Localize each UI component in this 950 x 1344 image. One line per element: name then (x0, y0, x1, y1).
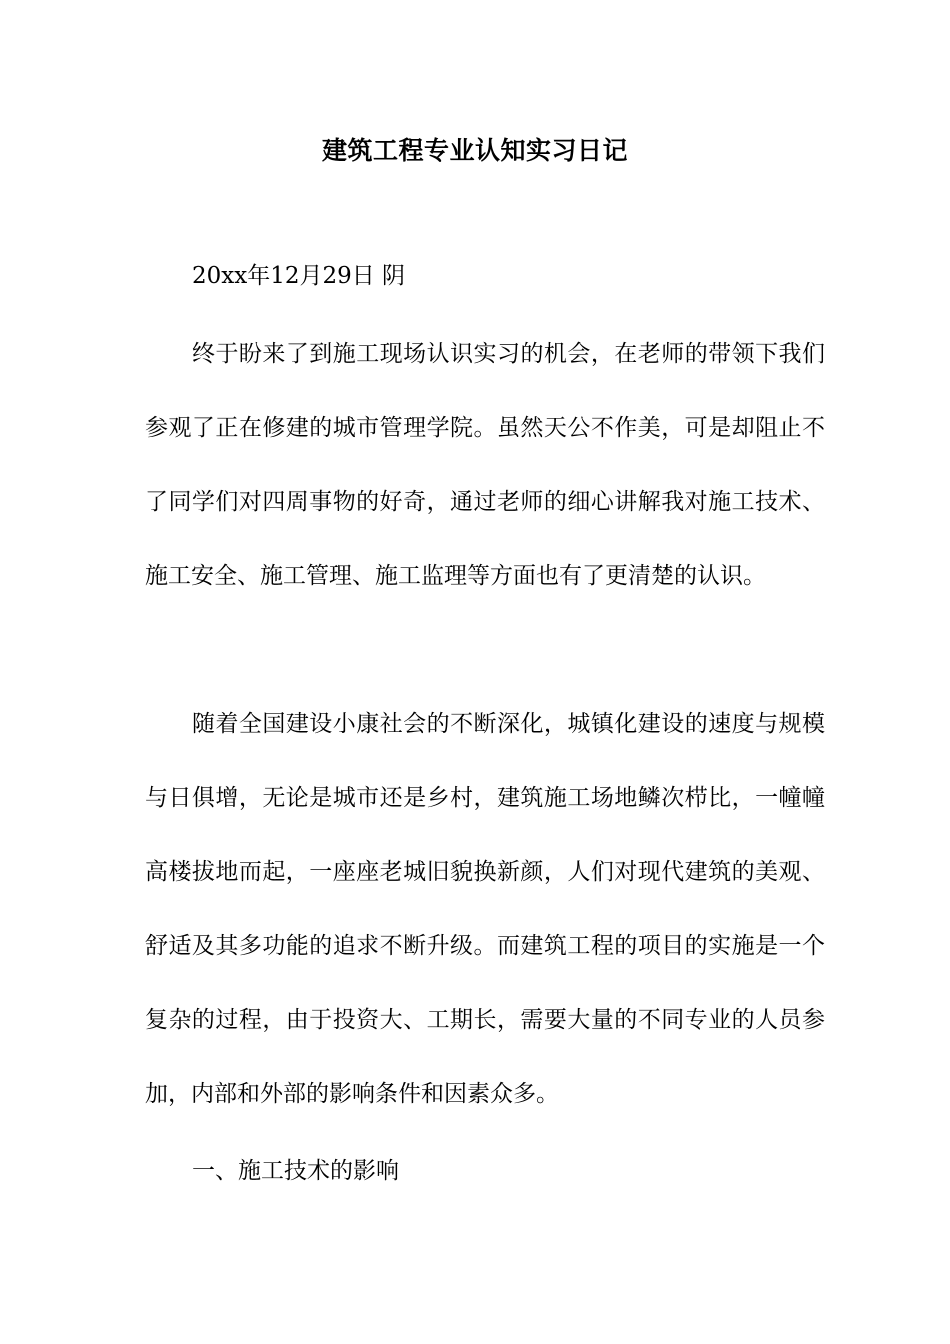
section-heading: 一、施工技术的影响 (192, 1158, 399, 1184)
paragraph-intro: 终于盼来了到施工现场认识实习的机会，在老师的带领下我们参观了正在修建的城市管理学院。虽然天公不作美，可是却阻止不了同学们对四周事物的好奇，通过老师的细心讲解我对施工技术、施工安全、施工管理、施工监理等方面也有了更清楚的认识。 (145, 341, 825, 589)
document-title: 建筑工程专业认知实习日记 (321, 136, 628, 165)
paragraph-background: 随着全国建设小康社会的不断深化，城镇化建设的速度与规模与日俱增，无论是城市还是乡村，建筑施工场地鳞次栉比，一幢幢高楼拔地而起，一座座老城旧貌换新颜，人们对现代建筑的美观、舒适及其多功能的追求不断升级。而建筑工程的项目的实施是一个复杂的过程，由于投资大、工期长，需要大量的不同专业的人员参加，内部和外部的影响条件和因素众多。 (145, 711, 825, 1107)
diary-date-weather: 20xx年12月29日 阴 (192, 263, 406, 289)
